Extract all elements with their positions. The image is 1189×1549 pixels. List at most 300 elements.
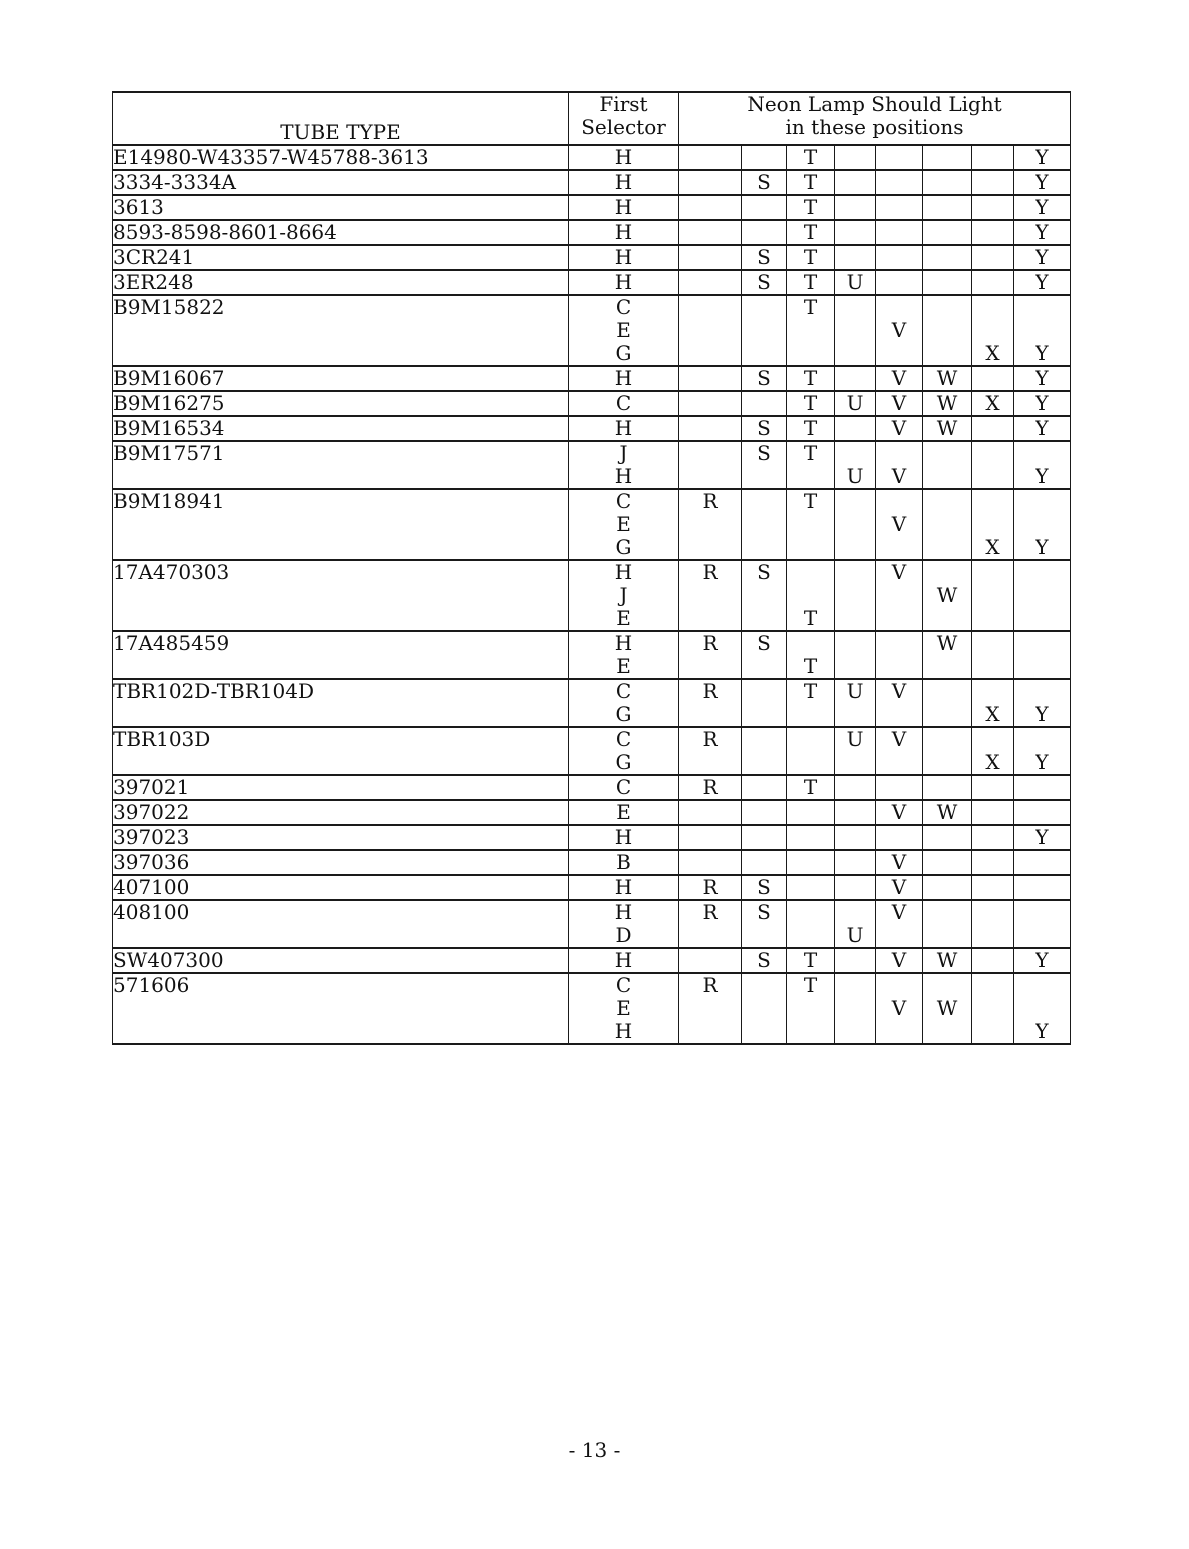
lamp-position-letter: [972, 490, 1013, 513]
lamp-position-letter: [923, 751, 971, 774]
tube-type-cell: [113, 441, 569, 489]
lamp-position-letter: [876, 146, 922, 169]
selector-letter: H: [614, 631, 633, 655]
lamp-position-letter: Y: [1035, 702, 1049, 726]
first-selector-cell: [569, 850, 679, 875]
lamp-position-letter: [742, 319, 786, 342]
selector-letter: B: [616, 850, 631, 874]
position-cell-r: [679, 775, 742, 800]
lamp-position-letter: T: [803, 145, 818, 169]
lamp-position-letter: [835, 221, 875, 244]
lamp-position-letter: [679, 319, 741, 342]
position-cell-v: [876, 366, 923, 391]
lamp-position-letter: [787, 536, 834, 559]
position-cell-s: [742, 391, 787, 416]
position-cell-y: [1014, 170, 1071, 195]
position-cell-v: [876, 489, 923, 560]
lamp-position-letter: [679, 751, 741, 774]
lamp-position-letter: [923, 728, 971, 751]
lamp-position-letter: S: [757, 245, 771, 269]
position-cell-t: [787, 295, 835, 366]
tube-type-cell: [113, 679, 569, 727]
tube-type-label: B9M16067: [113, 366, 225, 390]
position-cell-x: [972, 145, 1014, 170]
lamp-position-letter: [1014, 728, 1070, 751]
position-cell-v: [876, 391, 923, 416]
position-cell-t: [787, 727, 835, 775]
position-cell-w: [923, 850, 972, 875]
selector-letter: G: [615, 341, 632, 365]
tube-type-cell: [113, 489, 569, 560]
position-cell-u: [835, 489, 876, 560]
tube-type-label: 17A470303: [113, 560, 230, 584]
lamp-position-letter: [876, 655, 922, 678]
position-cell-v: [876, 220, 923, 245]
lamp-position-letter: T: [803, 775, 818, 799]
lamp-position-letter: [923, 655, 971, 678]
tube-type-cell: [113, 145, 569, 170]
first-selector-cell: [569, 727, 679, 775]
tube-type-cell: [113, 366, 569, 391]
position-cell-u: [835, 900, 876, 948]
position-cell-v: [876, 170, 923, 195]
lamp-position-letter: [742, 801, 786, 824]
lamp-position-letter: [923, 319, 971, 342]
position-cell-r: [679, 631, 742, 679]
lamp-position-letter: [972, 876, 1013, 899]
position-cell-r: [679, 416, 742, 441]
table-row: [113, 295, 1071, 366]
position-cell-r: [679, 679, 742, 727]
position-cell-s: [742, 973, 787, 1044]
selector-letter: G: [615, 750, 632, 774]
position-cell-w: [923, 441, 972, 489]
position-cell-w: [923, 245, 972, 270]
lamp-position-letter: [972, 296, 1013, 319]
position-cell-s: [742, 220, 787, 245]
lamp-position-letter: [876, 246, 922, 269]
lamp-position-letter: [787, 924, 834, 947]
lamp-position-letter: R: [702, 973, 718, 997]
position-cell-y: [1014, 560, 1071, 631]
lamp-position-letter: [923, 607, 971, 630]
lamp-position-letter: Y: [1035, 535, 1049, 559]
position-cell-r: [679, 391, 742, 416]
position-cell-t: [787, 631, 835, 679]
position-cell-u: [835, 195, 876, 220]
lamp-position-letter: [972, 1020, 1013, 1043]
selector-letter: C: [615, 973, 632, 997]
lamp-position-letter: [742, 584, 786, 607]
position-cell-y: [1014, 825, 1071, 850]
lamp-position-letter: [679, 997, 741, 1020]
lamp-position-letter: [679, 1020, 741, 1043]
position-cell-y: [1014, 775, 1071, 800]
position-cell-x: [972, 727, 1014, 775]
lamp-position-letter: [972, 974, 1013, 997]
position-cell-w: [923, 366, 972, 391]
lamp-position-letter: [787, 342, 834, 365]
tube-type-label: 17A485459: [113, 631, 230, 655]
lamp-position-letter: V: [891, 512, 907, 536]
position-cell-y: [1014, 800, 1071, 825]
position-cell-w: [923, 679, 972, 727]
lamp-position-letter: [972, 851, 1013, 874]
position-cell-v: [876, 441, 923, 489]
lamp-position-letter: [1014, 296, 1070, 319]
lamp-position-letter: [876, 751, 922, 774]
lamp-position-letter: [742, 997, 786, 1020]
position-cell-y: [1014, 416, 1071, 441]
lamp-position-letter: [742, 751, 786, 774]
position-cell-v: [876, 948, 923, 973]
selector-letter: G: [615, 535, 632, 559]
lamp-position-letter: U: [846, 727, 864, 751]
lamp-position-letter: [972, 632, 1013, 655]
position-cell-v: [876, 850, 923, 875]
lamp-position-letter: T: [803, 416, 818, 440]
position-cell-r: [679, 825, 742, 850]
position-cell-w: [923, 948, 972, 973]
lamp-position-letter: [1014, 513, 1070, 536]
position-cell-y: [1014, 366, 1071, 391]
first-selector-cell: [569, 441, 679, 489]
position-cell-s: [742, 631, 787, 679]
position-cell-t: [787, 195, 835, 220]
lamp-position-letter: [972, 146, 1013, 169]
lamp-position-letter: V: [891, 996, 907, 1020]
lamp-position-letter: [1014, 319, 1070, 342]
position-cell-y: [1014, 679, 1071, 727]
lamp-position-letter: [923, 342, 971, 365]
lamp-position-letter: [835, 703, 875, 726]
table-row: [113, 560, 1071, 631]
lamp-position-letter: [876, 296, 922, 319]
position-cell-x: [972, 825, 1014, 850]
lamp-position-letter: [876, 974, 922, 997]
tube-type-label: 408100: [113, 900, 190, 924]
lamp-position-letter: S: [757, 948, 771, 972]
tube-type-cell: [113, 875, 569, 900]
tube-type-label: 407100: [113, 875, 190, 899]
lamp-position-letter: [1014, 776, 1070, 799]
position-cell-t: [787, 850, 835, 875]
table-row: [113, 973, 1071, 1044]
lamp-position-letter: [742, 924, 786, 947]
position-cell-w: [923, 391, 972, 416]
tube-type-label: E14980-W43357-W45788-3613: [113, 145, 429, 169]
lamp-position-letter: R: [702, 900, 718, 924]
tube-type-label: 3334-3334A: [113, 170, 236, 194]
lamp-position-letter: [835, 490, 875, 513]
position-cell-w: [923, 900, 972, 948]
selector-letter: H: [614, 270, 633, 294]
selector-letter: H: [614, 464, 633, 488]
lamp-position-letter: [742, 196, 786, 219]
position-cell-u: [835, 631, 876, 679]
position-cell-w: [923, 170, 972, 195]
lamp-position-letter: X: [985, 750, 1000, 774]
tube-type-label: 3ER248: [113, 270, 194, 294]
lamp-position-letter: W: [936, 948, 958, 972]
tube-type-cell: [113, 800, 569, 825]
position-cell-s: [742, 245, 787, 270]
position-cell-r: [679, 900, 742, 948]
lamp-position-letter: [787, 632, 834, 655]
position-cell-s: [742, 170, 787, 195]
lamp-position-letter: [835, 442, 875, 465]
selector-letter: C: [615, 489, 632, 513]
lamp-position-letter: T: [803, 391, 818, 415]
lamp-position-letter: Y: [1035, 170, 1049, 194]
lamp-position-letter: [923, 703, 971, 726]
lamp-position-letter: [923, 490, 971, 513]
position-cell-u: [835, 560, 876, 631]
lamp-position-letter: T: [803, 245, 818, 269]
position-cell-w: [923, 416, 972, 441]
position-cell-w: [923, 727, 972, 775]
position-cell-r: [679, 195, 742, 220]
lamp-position-letter: Y: [1035, 245, 1049, 269]
lamp-position-letter: [787, 901, 834, 924]
lamp-position-letter: [679, 465, 741, 488]
lamp-position-letter: [835, 171, 875, 194]
position-cell-x: [972, 973, 1014, 1044]
tube-type-cell: [113, 295, 569, 366]
position-cell-u: [835, 825, 876, 850]
position-cell-s: [742, 800, 787, 825]
lamp-position-letter: [972, 319, 1013, 342]
position-cell-s: [742, 441, 787, 489]
selector-letter: C: [615, 727, 632, 751]
lamp-position-letter: R: [702, 875, 718, 899]
position-cell-u: [835, 800, 876, 825]
position-cell-x: [972, 850, 1014, 875]
position-cell-r: [679, 850, 742, 875]
lamp-position-letter: [923, 513, 971, 536]
lamp-position-letter: [679, 801, 741, 824]
lamp-position-letter: [742, 490, 786, 513]
position-cell-v: [876, 727, 923, 775]
position-cell-u: [835, 366, 876, 391]
first-selector-cell: [569, 220, 679, 245]
tube-type-label: 8593-8598-8601-8664: [113, 220, 337, 244]
lamp-position-letter: [787, 728, 834, 751]
lamp-position-letter: [923, 680, 971, 703]
lamp-position-letter: [835, 632, 875, 655]
lamp-position-letter: [742, 655, 786, 678]
position-cell-t: [787, 948, 835, 973]
tube-type-label: TBR102D-TBR104D: [113, 679, 315, 703]
lamp-position-letter: [1014, 442, 1070, 465]
lamp-position-letter: T: [803, 654, 818, 678]
lamp-position-letter: V: [891, 679, 907, 703]
tube-type-label: B9M16275: [113, 391, 225, 415]
lamp-position-letter: Y: [1035, 145, 1049, 169]
first-selector-cell: [569, 679, 679, 727]
lamp-position-letter: S: [757, 366, 771, 390]
position-cell-y: [1014, 145, 1071, 170]
lamp-position-letter: V: [891, 416, 907, 440]
first-selector-cell: [569, 170, 679, 195]
position-cell-t: [787, 973, 835, 1044]
lamp-position-letter: [835, 319, 875, 342]
position-cell-t: [787, 220, 835, 245]
lamp-position-letter: T: [803, 489, 818, 513]
lamp-position-letter: [787, 751, 834, 774]
lamp-position-letter: [972, 801, 1013, 824]
position-cell-w: [923, 775, 972, 800]
lamp-position-letter: [679, 342, 741, 365]
lamp-position-letter: [923, 776, 971, 799]
position-cell-x: [972, 391, 1014, 416]
tube-type-label: 571606: [113, 973, 190, 997]
lamp-position-letter: V: [891, 900, 907, 924]
lamp-position-letter: [876, 271, 922, 294]
selector-letter: C: [615, 775, 632, 799]
neon-lamp-header: Neon Lamp Should Light in these positions: [679, 92, 1071, 145]
lamp-position-letter: T: [803, 170, 818, 194]
lamp-position-letter: [679, 296, 741, 319]
lamp-position-letter: [876, 221, 922, 244]
lamp-position-letter: [923, 296, 971, 319]
lamp-position-letter: [1014, 876, 1070, 899]
selector-letter: E: [616, 318, 631, 342]
lamp-position-letter: [742, 703, 786, 726]
lamp-position-letter: R: [702, 631, 718, 655]
position-cell-x: [972, 270, 1014, 295]
position-cell-w: [923, 875, 972, 900]
lamp-position-letter: X: [985, 702, 1000, 726]
first-selector-cell: [569, 825, 679, 850]
tube-type-label: 397022: [113, 800, 190, 824]
tube-type-label: 397036: [113, 850, 190, 874]
position-cell-x: [972, 416, 1014, 441]
lamp-position-letter: [1014, 561, 1070, 584]
position-cell-v: [876, 245, 923, 270]
tube-type-cell: [113, 775, 569, 800]
position-cell-w: [923, 973, 972, 1044]
lamp-position-letter: W: [936, 583, 958, 607]
lamp-position-letter: V: [891, 391, 907, 415]
position-cell-v: [876, 295, 923, 366]
lamp-position-letter: [835, 876, 875, 899]
lamp-position-letter: [923, 171, 971, 194]
position-cell-t: [787, 366, 835, 391]
lamp-position-letter: T: [803, 441, 818, 465]
lamp-position-letter: Y: [1035, 750, 1049, 774]
position-cell-x: [972, 170, 1014, 195]
tube-type-label: 397021: [113, 775, 190, 799]
table-row: [113, 800, 1071, 825]
position-cell-s: [742, 825, 787, 850]
lamp-position-letter: [1014, 584, 1070, 607]
table-row: [113, 170, 1071, 195]
position-cell-v: [876, 195, 923, 220]
lamp-position-letter: [923, 271, 971, 294]
lamp-position-letter: V: [891, 948, 907, 972]
lamp-position-letter: [742, 536, 786, 559]
lamp-position-letter: Y: [1035, 366, 1049, 390]
selector-letter: G: [615, 702, 632, 726]
position-cell-s: [742, 679, 787, 727]
table-header-row: [113, 92, 1071, 145]
position-cell-u: [835, 220, 876, 245]
lamp-position-letter: Y: [1035, 464, 1049, 488]
lamp-position-letter: [1014, 974, 1070, 997]
lamp-position-letter: [835, 417, 875, 440]
tube-type-label: B9M18941: [113, 489, 225, 513]
lamp-position-letter: [923, 1020, 971, 1043]
lamp-position-letter: [876, 171, 922, 194]
position-cell-u: [835, 145, 876, 170]
lamp-position-letter: [835, 776, 875, 799]
table-row: [113, 195, 1071, 220]
table-body: [113, 145, 1071, 1044]
position-cell-s: [742, 850, 787, 875]
lamp-position-letter: R: [702, 560, 718, 584]
position-cell-x: [972, 679, 1014, 727]
lamp-position-letter: [876, 442, 922, 465]
lamp-position-letter: Y: [1035, 825, 1049, 849]
lamp-position-letter: Y: [1035, 391, 1049, 415]
position-cell-s: [742, 489, 787, 560]
lamp-position-letter: [742, 465, 786, 488]
lamp-position-letter: [876, 536, 922, 559]
lamp-position-letter: [835, 584, 875, 607]
position-cell-w: [923, 560, 972, 631]
position-cell-y: [1014, 850, 1071, 875]
tube-type-cell: [113, 416, 569, 441]
lamp-position-letter: V: [891, 318, 907, 342]
selector-letter: C: [615, 679, 632, 703]
position-cell-u: [835, 727, 876, 775]
first-selector-cell: [569, 195, 679, 220]
position-cell-r: [679, 220, 742, 245]
lamp-position-letter: V: [891, 800, 907, 824]
position-cell-w: [923, 631, 972, 679]
selector-letter: E: [616, 654, 631, 678]
lamp-position-letter: [679, 367, 741, 390]
lamp-position-letter: U: [846, 464, 864, 488]
lamp-position-letter: [835, 607, 875, 630]
lamp-position-letter: R: [702, 775, 718, 799]
lamp-position-letter: [679, 171, 741, 194]
lamp-position-letter: [679, 536, 741, 559]
tube-type-label: 3CR241: [113, 245, 195, 269]
selector-letter: E: [616, 996, 631, 1020]
position-cell-r: [679, 366, 742, 391]
lamp-position-letter: [679, 392, 741, 415]
lamp-position-letter: [742, 146, 786, 169]
position-cell-w: [923, 295, 972, 366]
selector-letter: E: [616, 606, 631, 630]
position-cell-u: [835, 948, 876, 973]
position-cell-t: [787, 489, 835, 560]
position-cell-t: [787, 560, 835, 631]
lamp-position-letter: [972, 607, 1013, 630]
position-cell-u: [835, 679, 876, 727]
position-cell-u: [835, 245, 876, 270]
position-cell-u: [835, 775, 876, 800]
position-cell-s: [742, 195, 787, 220]
position-cell-t: [787, 270, 835, 295]
lamp-position-letter: [923, 221, 971, 244]
lamp-position-letter: [742, 296, 786, 319]
selector-letter: H: [614, 245, 633, 269]
tube-type-label: B9M16534: [113, 416, 225, 440]
lamp-position-letter: X: [985, 391, 1000, 415]
